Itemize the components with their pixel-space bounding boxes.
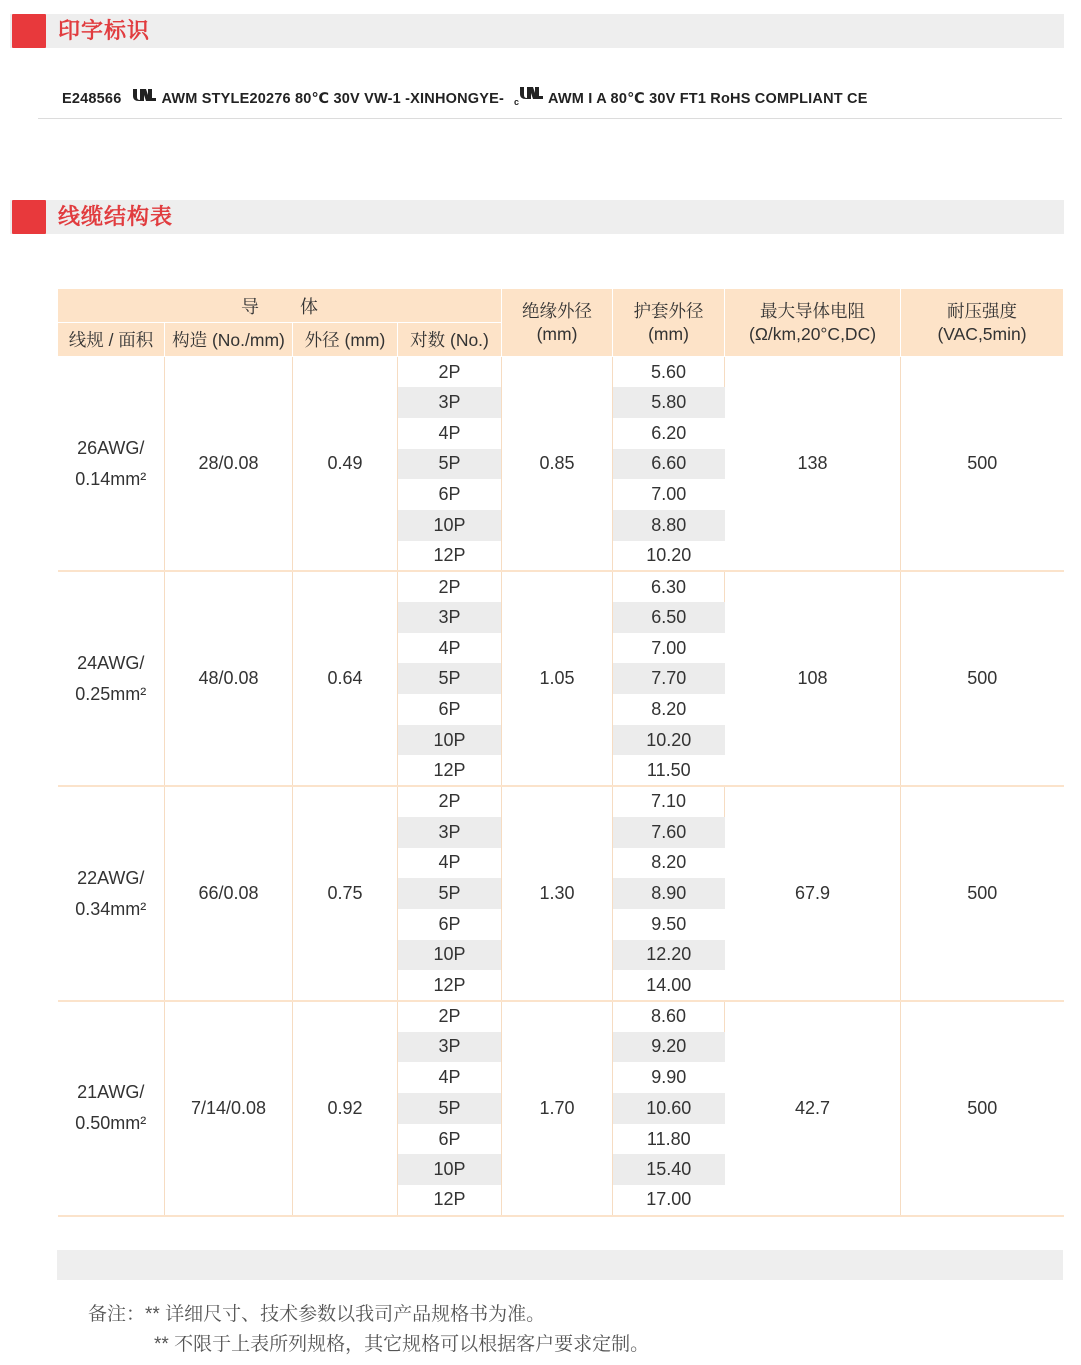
cell-pair-count: 10P [398,1154,502,1185]
cell-insulation-od: 1.05 [502,571,613,786]
table-body [58,357,1064,1216]
cell-max-resistance: 42.7 [725,1001,901,1216]
cell-conductor-od: 0.64 [293,571,398,786]
cell-pair-count: 4P [398,848,502,879]
cell-pair-count: 5P [398,1093,502,1124]
cell-conductor-od: 0.92 [293,1001,398,1216]
cell-withstand-voltage: 500 [901,786,1064,1001]
cell-jacket-od: 9.50 [651,913,687,934]
cable-marking-text [62,84,868,108]
table-row [58,571,1064,602]
cell-jacket-od: 7.60 [613,817,725,848]
cell-jacket-od: 7.00 [651,484,687,505]
section-marker-icon [12,200,46,234]
marking-awm-class: AWM I A 80℃ 30V FT1 RoHS COMPLIANT CE [548,90,868,107]
cell-gauge-area: 24AWG/ 0.25mm² [58,571,165,786]
cell-gauge-area: 22AWG/ 0.34mm² [58,786,165,1001]
cell-pair-count: 10P [398,725,502,756]
cell-jacket-od: 12.20 [613,940,725,971]
cell-withstand-voltage: 500 [901,571,1064,786]
cell-insulation-od: 1.70 [502,1001,613,1216]
cell-jacket-od: 6.60 [613,449,725,480]
cell-construction: 48/0.08 [165,571,293,786]
cell-pair-count: 3P [398,1032,502,1063]
cell-jacket-od: 14.00 [613,970,725,1001]
marking-file-number: E248566 [62,90,122,107]
cell-jacket-od: 8.20 [651,698,687,719]
table-row [58,357,1064,388]
cell-pair-count: 4P [398,1062,502,1093]
cell-max-resistance: 138 [725,357,901,572]
header-construction: 构造 (No./mm) [165,323,293,357]
header-gauge-area: 线规 / 面积 [58,323,165,357]
cable-structure-table [57,288,1064,1217]
header-conductor-od: 外径 (mm) [293,323,398,357]
section-header-marking [10,14,1064,48]
cell-construction: 7/14/0.08 [165,1001,293,1216]
cell-pair-count: 5P [398,449,502,480]
table-row [58,786,1064,817]
cell-jacket-od: 15.40 [613,1154,725,1185]
table-footer-bar [57,1250,1063,1280]
cell-max-resistance: 108 [725,571,901,786]
section-divider [38,118,1062,119]
cell-withstand-voltage: 500 [901,1001,1064,1216]
header-pair-count: 对数 (No.) [398,323,502,357]
cell-jacket-od: 8.60 [613,1001,725,1032]
cell-pair-count: 3P [398,602,502,633]
cell-pair-count: 6P [398,1124,502,1155]
cell-insulation-od: 1.30 [502,786,613,1001]
cell-jacket-od: 11.80 [646,1128,691,1149]
cell-jacket-od: 10.20 [613,725,725,756]
cell-pair-count: 4P [398,418,502,449]
cell-withstand-voltage: 500 [901,357,1064,572]
note-line-1: 备注：** 详细尺寸、技术参数以我司产品规格书为准。 [88,1304,546,1325]
note-line-2: ** 不限于上表所列规格，其它规格可以根据客户要求定制。 [154,1334,650,1355]
cell-jacket-od: 17.00 [613,1185,725,1216]
cell-jacket-od: 11.50 [613,755,725,786]
cell-jacket-od: 10.60 [613,1093,725,1124]
cell-jacket-od: 7.10 [613,786,725,817]
cell-jacket-od: 6.50 [613,602,725,633]
cell-pair-count: 12P [398,541,502,572]
cell-construction: 66/0.08 [165,786,293,1001]
cell-jacket-od: 8.80 [613,510,725,541]
cul-prefix-letter: c [514,97,520,106]
notes-block [88,1300,649,1360]
table-row [58,1001,1064,1032]
cul-recognized-icon [514,84,544,114]
cell-pair-count: 4P [398,633,502,664]
section-header-structure [10,200,1064,234]
header-conductor-group: 导 体 [58,289,502,323]
cell-pair-count: 2P [398,1001,502,1032]
cell-jacket-od: 6.30 [613,571,725,602]
cell-pair-count: 6P [398,909,502,940]
cell-pair-count: 10P [398,510,502,541]
cell-jacket-od: 8.20 [651,852,687,873]
cell-conductor-od: 0.49 [293,357,398,572]
ul-recognized-icon [131,86,157,112]
cell-construction: 28/0.08 [165,357,293,572]
cell-jacket-od: 6.20 [651,422,687,443]
cell-jacket-od: 10.20 [613,541,725,572]
cell-pair-count: 3P [398,817,502,848]
cell-pair-count: 2P [398,571,502,602]
cell-jacket-od: 9.90 [651,1067,687,1088]
cell-pair-count: 2P [398,357,502,388]
cell-jacket-od: 8.90 [613,878,725,909]
cell-jacket-od: 9.20 [613,1032,725,1063]
cell-pair-count: 3P [398,387,502,418]
cell-max-resistance: 67.9 [725,786,901,1001]
cell-pair-count: 12P [398,755,502,786]
header-jacket-od: 护套外径 (mm) [613,289,725,357]
header-withstand-voltage: 耐压强度 (VAC,5min) [901,289,1064,357]
cell-pair-count: 10P [398,940,502,971]
cell-jacket-od: 5.80 [613,387,725,418]
marking-awm-style: AWM STYLE20276 80℃ 30V VW-1 -XINHONGYE- [161,90,505,107]
cell-jacket-od: 5.60 [613,357,725,388]
cell-insulation-od: 0.85 [502,357,613,572]
cell-pair-count: 5P [398,663,502,694]
header-max-resistance: 最大导体电阻 (Ω/km,20°C,DC) [725,289,901,357]
section-marker-icon [12,14,46,48]
cell-conductor-od: 0.75 [293,786,398,1001]
cell-gauge-area: 26AWG/ 0.14mm² [58,357,165,572]
section-title-marking: 印字标识 [58,18,151,43]
cell-pair-count: 6P [398,694,502,725]
cell-pair-count: 2P [398,786,502,817]
cell-pair-count: 12P [398,970,502,1001]
section-title-structure: 线缆结构表 [58,204,174,229]
cell-jacket-od: 7.70 [613,663,725,694]
header-insulation-od: 绝缘外径 (mm) [502,289,613,357]
cell-pair-count: 12P [398,1185,502,1216]
cell-pair-count: 5P [398,878,502,909]
cell-pair-count: 6P [398,479,502,510]
cell-gauge-area: 21AWG/ 0.50mm² [58,1001,165,1216]
cell-jacket-od: 7.00 [651,637,687,658]
